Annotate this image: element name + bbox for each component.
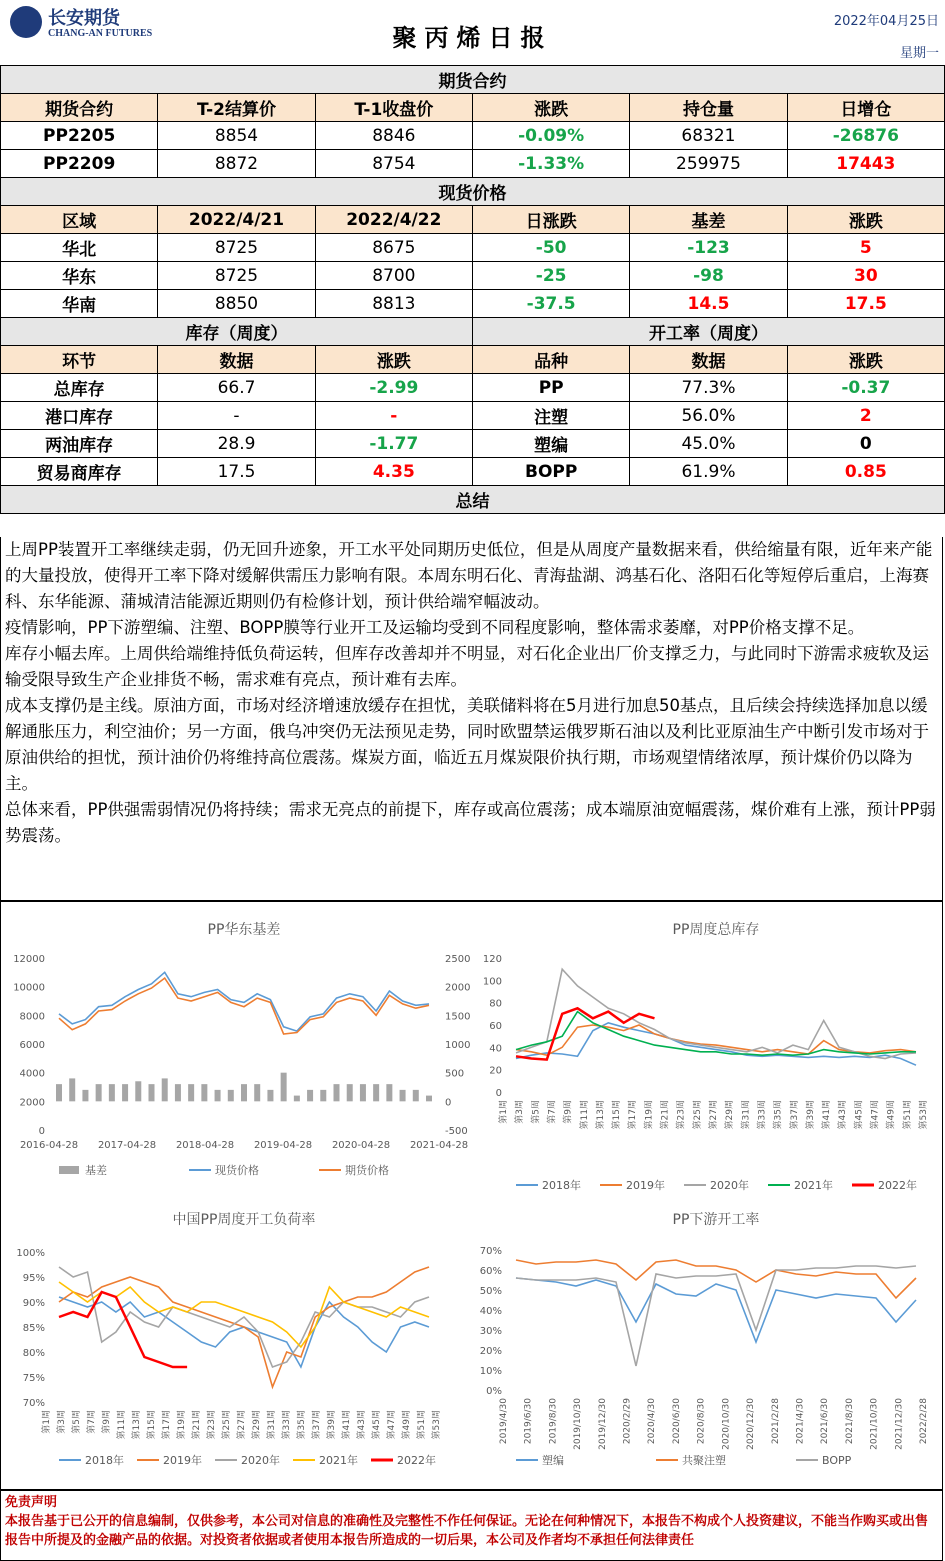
legend-swatch (59, 1166, 79, 1174)
x-tick-label: 第39周 (327, 1410, 337, 1440)
y-tick-label: 95% (22, 1273, 45, 1284)
legend-label: 2020年 (710, 1179, 749, 1192)
x-tick-label: 第51周 (902, 1100, 913, 1130)
x-tick-label: 2020-04-28 (331, 1140, 391, 1151)
y-tick-label: 80 (489, 998, 502, 1010)
col-header: 2022/4/21 (158, 206, 315, 234)
legend-label: 2022年 (397, 1454, 436, 1467)
x-tick-label: 第11周 (579, 1100, 590, 1130)
y2-tick-label: 1000 (445, 1040, 471, 1051)
y2-tick-label: -500 (445, 1126, 468, 1137)
cell: 华南 (1, 290, 158, 318)
x-tick-label: 第17周 (162, 1410, 172, 1440)
cell: 2 (787, 402, 944, 430)
legend-label: 期货价格 (345, 1164, 389, 1177)
series-line (516, 1266, 916, 1366)
series-line (59, 972, 429, 1031)
basis-bar (162, 1078, 168, 1101)
basis-bar (254, 1084, 260, 1101)
cell: 8813 (315, 290, 472, 318)
x-tick-label: 2020/12/30 (746, 1398, 757, 1450)
y-tick-label: 60% (479, 1266, 502, 1277)
basis-bar (82, 1090, 88, 1101)
x-tick-label: 第49周 (886, 1100, 897, 1130)
x-tick-label: 第15周 (612, 1100, 623, 1130)
x-tick-label: 第41周 (822, 1100, 833, 1130)
y-tick-label: 75% (22, 1373, 45, 1384)
cell: -37.5 (472, 290, 629, 318)
x-tick-label: 2019/10/30 (573, 1398, 584, 1450)
cell: 30 (787, 262, 944, 290)
y-tick-label: 90% (22, 1298, 45, 1309)
x-tick-label: 第49周 (402, 1410, 412, 1440)
y-tick-label: 20% (479, 1346, 502, 1357)
basis-bar (347, 1084, 353, 1101)
cell: 总库存 (1, 374, 158, 402)
cell: -25 (472, 262, 629, 290)
table-row (1, 458, 945, 486)
legend-label: 共聚注塑 (682, 1454, 726, 1467)
y-tick-label: 80% (22, 1348, 45, 1359)
table-row (1, 234, 945, 262)
x-tick-label: 2019/6/30 (523, 1398, 534, 1445)
y-tick-label: 30% (479, 1326, 502, 1337)
cell: 14.5 (630, 290, 787, 318)
basis-bar (400, 1090, 406, 1101)
report-title: 聚丙烯日报 (392, 24, 553, 52)
basis-bar (228, 1090, 234, 1101)
y-tick-label: 12000 (13, 954, 45, 965)
cell: - (158, 402, 315, 430)
x-tick-label: 第31周 (267, 1410, 277, 1440)
x-tick-label: 第53周 (919, 1100, 929, 1130)
col-header: 基差 (630, 206, 787, 234)
table-row (1, 150, 945, 178)
x-tick-label: 2022/2/28 (919, 1398, 929, 1445)
disclaimer-text: 本报告基于已公开的信息编制，仅供参考，本公司对信息的准确性及完整性不作任何保证。无论在何种情况下，本报告不构成个人投资建议，不能当作购买或出售报告中所提及的金融产品的依据。对投资者依据或者使用本报告所造成的一切后果，本公司及作者均不承担任何法律责任 (5, 1514, 929, 1548)
cell: PP (472, 374, 629, 402)
col-header: 2022/4/22 (315, 206, 472, 234)
x-tick-label: 第43周 (838, 1100, 849, 1130)
x-tick-label: 2021-04-28 (409, 1140, 469, 1151)
table-row (1, 430, 945, 458)
cell: -0.09% (472, 122, 629, 150)
x-tick-label: 2017-04-28 (97, 1140, 157, 1151)
basis-bar (334, 1084, 340, 1101)
logo-chinese: 长安期货 (48, 8, 120, 29)
x-tick-label: 第27周 (237, 1410, 247, 1440)
col-header: 涨跌 (315, 346, 472, 374)
y-tick-label: 6000 (19, 1040, 45, 1051)
x-tick-label: 第37周 (789, 1100, 800, 1130)
legend-label: 2022年 (878, 1179, 917, 1192)
summary-paragraph: 成本支撑仍是主线。原油方面，市场对经济增速放缓存在担忧，美联储料将在5月进行加息50基点，且后续会持续选择加息以缓解通胀压力，利空油价；另一方面，俄乌冲突仍无法预见走势，同时欧盟禁运俄罗斯石油以及利比亚原油生产中断引发市场对于原油供给的担忧，预计油价仍将维持高位震荡。煤炭方面，临近五月煤炭限价执行期，市场观望情绪浓厚，预计煤价仍以降为主。 (5, 696, 929, 793)
x-tick-label: 第29周 (252, 1410, 262, 1440)
x-tick-label: 第5周 (531, 1100, 542, 1124)
x-tick-label: 第47周 (870, 1100, 881, 1130)
basis-bar (149, 1084, 155, 1101)
legend-label: 2018年 (542, 1179, 581, 1192)
x-tick-label: 2021/10/30 (869, 1398, 880, 1450)
y-tick-label: 0% (486, 1386, 502, 1397)
section-title: 期货合约 (1, 66, 945, 94)
x-tick-label: 2020/8/30 (696, 1398, 707, 1445)
y-tick-label: 120 (482, 954, 502, 965)
chart-title: PP下游开工率 (672, 1212, 760, 1228)
legend-label: 2018年 (85, 1454, 124, 1467)
chart-title: PP周度总库存 (672, 922, 760, 938)
x-tick-label: 2020/6/30 (671, 1398, 682, 1445)
x-tick-label: 第51周 (417, 1410, 427, 1440)
series-line (59, 1282, 429, 1347)
series-line (516, 1025, 916, 1055)
basis-bar (215, 1090, 221, 1101)
legend-label: 2020年 (241, 1454, 280, 1467)
disclaimer-title: 免责声明 (5, 1495, 58, 1510)
x-tick-label: 第11周 (117, 1410, 127, 1440)
x-tick-label: 2020/2/29 (622, 1398, 633, 1445)
basis-bar (307, 1090, 313, 1101)
x-tick-label: 第7周 (87, 1410, 97, 1434)
cell: 17443 (787, 150, 944, 178)
y-tick-label: 4000 (19, 1068, 45, 1080)
basis-bar (69, 1078, 75, 1101)
report-date: 2022年04月25日 (833, 14, 939, 29)
cell: -123 (630, 234, 787, 262)
cell: 8754 (315, 150, 472, 178)
x-tick-label: 第45周 (372, 1410, 382, 1440)
x-tick-label: 2019/12/30 (597, 1398, 608, 1450)
x-tick-label: 第21周 (192, 1410, 202, 1440)
cell: -0.37 (787, 374, 944, 402)
col-header: T-1收盘价 (315, 94, 472, 122)
basis-bar (175, 1084, 181, 1101)
x-tick-label: 第23周 (676, 1100, 687, 1130)
x-tick-label: 第1周 (42, 1410, 52, 1434)
disclaimer (0, 1490, 943, 1561)
x-tick-label: 第13周 (132, 1410, 142, 1440)
col-header: 涨跌 (787, 346, 944, 374)
y2-tick-label: 2000 (445, 982, 471, 994)
cell: 5 (787, 234, 944, 262)
basis-bar (267, 1090, 273, 1101)
table-row (1, 402, 945, 430)
basis-bar (188, 1084, 194, 1101)
legend-label: 基差 (85, 1164, 107, 1177)
x-tick-label: 第15周 (147, 1410, 157, 1440)
x-tick-label: 第21周 (660, 1100, 671, 1130)
summary-paragraph: 上周PP装置开工率继续走弱，仍无回升迹象，开工水平处同期历史低位，但是从周度产量数据来看，供给缩量有限，近年来产能的大量投放，使得开工率下降对缓解供需压力影响有限。本周东明石化、青海盐湖、鸿基石化、洛阳石化等短停后重启，上海赛科、东华能源、蒲城清洁能源近期则仍有检修计划，预计供给端窄幅波动。 (5, 540, 933, 611)
x-tick-label: 第17周 (628, 1100, 639, 1130)
section-title: 库存（周度） (1, 318, 473, 346)
x-tick-label: 2020/4/30 (647, 1398, 658, 1445)
cell: 8675 (315, 234, 472, 262)
x-tick-label: 第19周 (177, 1410, 187, 1440)
x-tick-label: 第45周 (854, 1100, 865, 1130)
y-tick-label: 70% (479, 1246, 502, 1257)
summary-paragraph: 疫情影响，PP下游塑编、注塑、BOPP膜等行业开工及运输均受到不同程度影响，整体需求萎靡，对PP价格支撑不足。 (5, 618, 865, 637)
cell: 8850 (158, 290, 315, 318)
x-tick-label: 第13周 (595, 1100, 606, 1130)
cell: 8872 (158, 150, 315, 178)
cell: 8846 (315, 122, 472, 150)
summary-text (0, 537, 943, 901)
series-line (516, 1008, 655, 1059)
y-tick-label: 0 (38, 1126, 45, 1137)
basis-bar (360, 1084, 366, 1101)
table-row (1, 290, 945, 318)
series-line (59, 1267, 429, 1387)
x-tick-label: 第31周 (741, 1100, 752, 1130)
y-tick-label: 0 (495, 1088, 502, 1099)
col-header: 持仓量 (630, 94, 787, 122)
x-tick-label: 第25周 (222, 1410, 232, 1440)
x-tick-label: 2018-04-28 (175, 1140, 235, 1151)
summary-paragraph: 库存小幅去库。上周供给端维持低负荷运转，但库存改善却并不明显，对石化企业出厂价支撑乏力，与此同时下游需求疲软及运输受限导致生产企业排货不畅，需求难有亮点，预计难有去库。 (5, 644, 929, 689)
y-tick-label: 60 (489, 1021, 502, 1032)
cell: 259975 (630, 150, 787, 178)
x-tick-label: 第43周 (357, 1410, 367, 1440)
basis-bar (109, 1084, 115, 1101)
x-tick-label: 第3周 (515, 1100, 526, 1124)
cell: BOPP (472, 458, 629, 486)
cell: -26876 (787, 122, 944, 150)
cell: 贸易商库存 (1, 458, 158, 486)
legend-label: 2021年 (794, 1179, 833, 1192)
col-header: 日涨跌 (472, 206, 629, 234)
x-tick-label: 2021/2/28 (770, 1398, 781, 1445)
y-tick-label: 70% (22, 1398, 45, 1409)
basis-bar (56, 1084, 62, 1101)
y-tick-label: 100 (482, 976, 502, 988)
x-tick-label: 第35周 (297, 1410, 307, 1440)
col-header: 品种 (472, 346, 629, 374)
col-header: 日增仓 (787, 94, 944, 122)
basis-bar (373, 1084, 379, 1101)
cell: 66.7 (158, 374, 315, 402)
section-title: 现货价格 (1, 178, 945, 206)
cell: -50 (472, 234, 629, 262)
x-tick-label: 第9周 (563, 1100, 574, 1124)
logo-english: CHANG-AN FUTURES (48, 28, 153, 39)
col-header: 涨跌 (472, 94, 629, 122)
series-line (516, 1278, 916, 1342)
cell: 8854 (158, 122, 315, 150)
y-tick-label: 10% (479, 1366, 502, 1377)
y-tick-label: 10000 (13, 982, 45, 994)
x-tick-label: 2020/10/30 (721, 1398, 732, 1450)
cell: 28.9 (158, 430, 315, 458)
x-tick-label: 2019/4/30 (499, 1398, 509, 1445)
cell: PP2205 (1, 122, 158, 150)
y2-tick-label: 0 (445, 1097, 452, 1109)
basis-bar (413, 1090, 419, 1101)
y-tick-label: 8000 (19, 1011, 45, 1023)
report-header (0, 0, 945, 65)
table-row (1, 262, 945, 290)
cell: 17.5 (787, 290, 944, 318)
basis-bar (241, 1084, 247, 1101)
cell: - (315, 402, 472, 430)
y-tick-label: 20 (489, 1065, 502, 1077)
table-row (1, 374, 945, 402)
y2-tick-label: 500 (445, 1068, 465, 1080)
cell: 华东 (1, 262, 158, 290)
y-tick-label: 100% (16, 1248, 45, 1259)
series-line (59, 978, 429, 1034)
x-tick-label: 第47周 (387, 1410, 397, 1440)
x-tick-label: 第23周 (207, 1410, 217, 1440)
chart-title: 中国PP周度开工负荷率 (172, 1212, 316, 1228)
col-header: 区域 (1, 206, 158, 234)
cell: PP2209 (1, 150, 158, 178)
cell: 华北 (1, 234, 158, 262)
basis-bar (281, 1073, 287, 1102)
col-header: T-2结算价 (158, 94, 315, 122)
cell: 56.0% (630, 402, 787, 430)
y-tick-label: 40 (489, 1043, 502, 1055)
cell: 4.35 (315, 458, 472, 486)
legend-label: 2021年 (319, 1454, 358, 1467)
charts-panel (0, 901, 943, 1490)
x-tick-label: 2019-04-28 (253, 1140, 313, 1151)
col-header: 数据 (630, 346, 787, 374)
legend-label: 塑编 (542, 1454, 564, 1467)
x-tick-label: 2021/6/30 (820, 1398, 831, 1445)
x-tick-label: 第35周 (773, 1100, 784, 1130)
cell: 68321 (630, 122, 787, 150)
x-tick-label: 第1周 (499, 1100, 509, 1124)
basis-bar (201, 1084, 207, 1101)
y2-tick-label: 2500 (445, 954, 471, 965)
cell: 0.85 (787, 458, 944, 486)
cell: 0 (787, 430, 944, 458)
futures-table (0, 65, 945, 514)
legend-label: 2019年 (626, 1179, 665, 1192)
cell: -98 (630, 262, 787, 290)
basis-bar (96, 1084, 102, 1101)
x-tick-label: 第7周 (547, 1100, 558, 1124)
cell: 注塑 (472, 402, 629, 430)
x-tick-label: 第19周 (644, 1100, 655, 1130)
y-tick-label: 40% (479, 1306, 502, 1317)
cell: -1.33% (472, 150, 629, 178)
x-tick-label: 第33周 (282, 1410, 292, 1440)
cell: -1.77 (315, 430, 472, 458)
x-tick-label: 第9周 (102, 1410, 112, 1434)
cell: 8725 (158, 234, 315, 262)
x-tick-label: 第25周 (692, 1100, 703, 1130)
basis-bar (386, 1084, 392, 1101)
company-logo-icon (10, 6, 42, 38)
x-tick-label: 第41周 (342, 1410, 352, 1440)
cell: 8700 (315, 262, 472, 290)
basis-bar (135, 1081, 141, 1101)
cell: -2.99 (315, 374, 472, 402)
cell: 8725 (158, 262, 315, 290)
x-tick-label: 第27周 (709, 1100, 719, 1130)
basis-bar (426, 1096, 432, 1102)
summary-paragraph: 总体来看，PP供强需弱情况仍将持续；需求无亮点的前提下，库存或高位震荡；成本端原油宽幅震荡，煤价难有上涨，预计PP弱势震荡。 (5, 800, 936, 845)
legend-label: BOPP (822, 1454, 852, 1467)
basis-bar (122, 1084, 128, 1101)
x-tick-label: 第37周 (312, 1410, 322, 1440)
section-title: 总结 (1, 486, 945, 514)
basis-bar (294, 1096, 300, 1102)
x-tick-label: 2021/12/30 (894, 1398, 905, 1450)
y2-tick-label: 1500 (445, 1011, 471, 1023)
x-tick-label: 2021/8/30 (844, 1398, 855, 1445)
cell: 两油库存 (1, 430, 158, 458)
series-line (516, 1012, 916, 1056)
cell: 61.9% (630, 458, 787, 486)
cell: 塑编 (472, 430, 629, 458)
x-tick-label: 2021/4/30 (795, 1398, 806, 1445)
cell: 77.3% (630, 374, 787, 402)
x-tick-label: 第39周 (805, 1100, 816, 1130)
x-tick-label: 第53周 (432, 1410, 442, 1440)
legend-label: 现货价格 (215, 1164, 259, 1177)
x-tick-label: 第3周 (57, 1410, 67, 1434)
x-tick-label: 第5周 (72, 1410, 82, 1434)
legend-label: 2019年 (163, 1454, 202, 1467)
col-header: 涨跌 (787, 206, 944, 234)
cell: 港口库存 (1, 402, 158, 430)
x-tick-label: 第29周 (725, 1100, 736, 1130)
x-tick-label: 2016-04-28 (19, 1140, 79, 1151)
x-tick-label: 第33周 (757, 1100, 768, 1130)
col-header: 数据 (158, 346, 315, 374)
table-row (1, 122, 945, 150)
cell: 45.0% (630, 430, 787, 458)
charts-svg (1, 902, 942, 1489)
y-tick-label: 85% (22, 1323, 45, 1334)
col-header: 期货合约 (1, 94, 158, 122)
chart-title: PP华东基差 (207, 922, 281, 938)
x-tick-label: 2019/8/30 (548, 1398, 559, 1445)
col-header: 环节 (1, 346, 158, 374)
cell: 17.5 (158, 458, 315, 486)
report-weekday: 星期一 (899, 46, 939, 61)
section-title: 开工率（周度） (472, 318, 944, 346)
y-tick-label: 2000 (19, 1097, 45, 1109)
y-tick-label: 50% (479, 1286, 502, 1297)
basis-bar (320, 1090, 326, 1101)
